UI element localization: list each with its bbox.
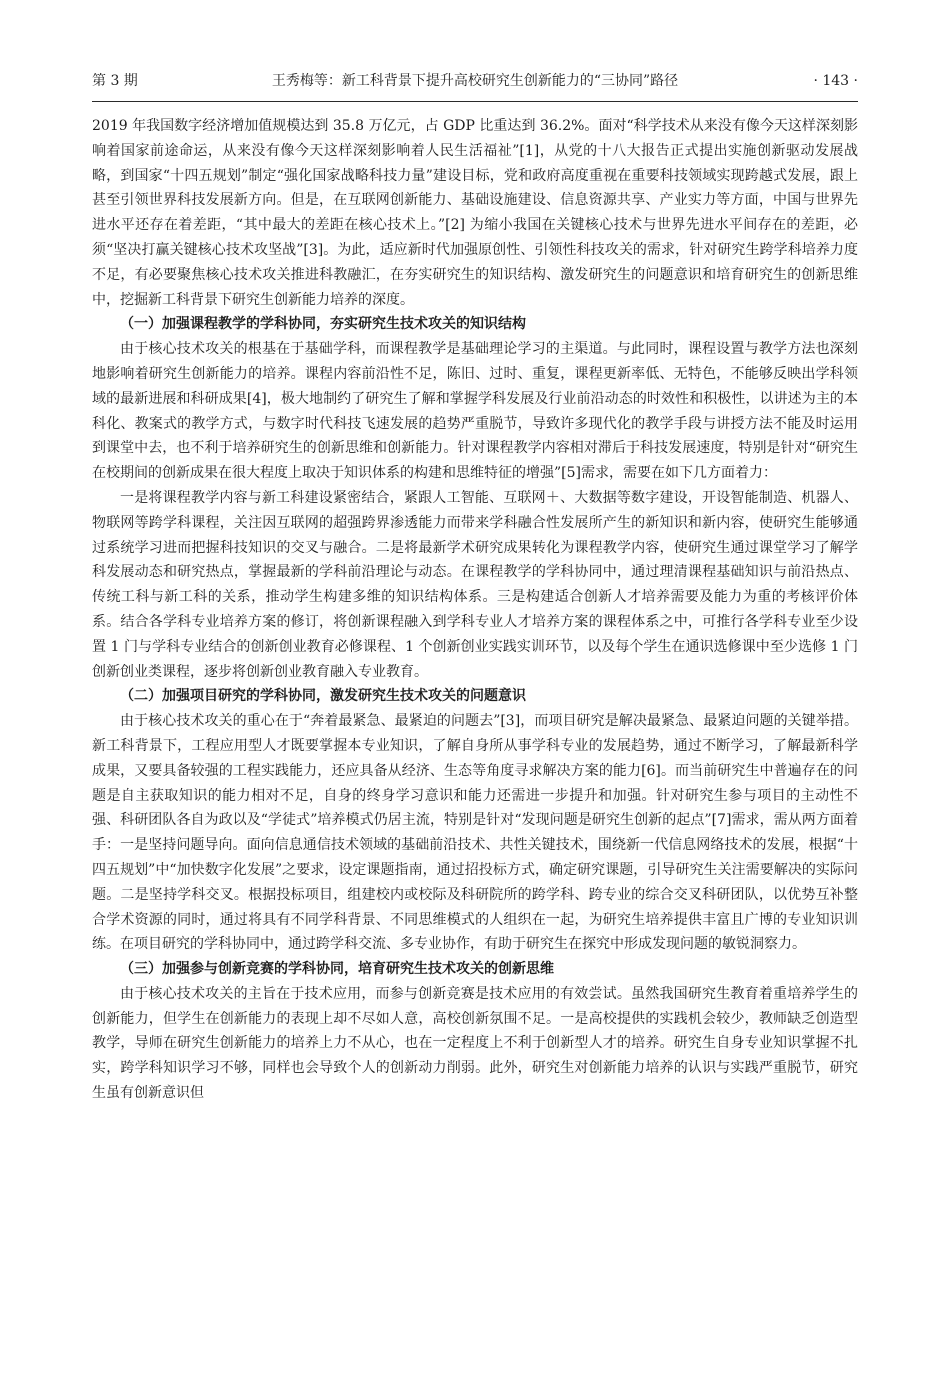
article-body [92,114,858,1106]
header-rule [92,101,858,102]
paragraph-course-2: 一是将课程教学内容与新工科建设紧密结合，紧跟人工智能、互联网＋、大数据等数字建设，开设智能制造、机器人、物联网等跨学科课程，关注因互联网的超强跨界渗透能力而带来学科融合性发展所产生的新知识和新内容，使研究生能够通过系统学习进而把握科技知识的交叉与融合。二是将最新学术研究成果转化为课程教学内容，使研究生通过课堂学习了解学科发展动态和研究热点，掌握最新的学科前沿理论与动态。在课程教学的学科协同中，通过理清课程基础知识与前沿热点、传统工科与新工科的关系，推动学生构建多维的知识结构体系。三是构建适合创新人才培养需要及能力为重的考核评价体系。结合各学科专业培养方案的修订，将创新课程融入到学科专业人才培养方案的课程体系之中，可推行各学科专业至少设置 1 门与学科专业结合的创新创业教育必修课程、1 个创新创业实践实训环节，以及每个学生在通识选修课中至少选修 1 门创新创业类课程，逐步将创新创业教育融入专业教育。 [92,489,858,680]
running-header [92,70,858,92]
paragraph-project: 由于核心技术攻关的重心在于“奔着最紧急、最紧迫的问题去”[3]，而项目研究是解决最紧急、最紧迫问题的关键举措。新工科背景下，工程应用型人才既要掌握本专业知识，了解自身所从事学科专业的发展趋势，通过不断学习，了解最新科学成果，又要具备较强的工程实践能力，还应具备从经济、生态等角度寻求解决方案的能力[6]。而当前研究生中普遍存在的问题是自主获取知识的能力相对不足，自身的终身学习意识和能力还需进一步提升和加强。针对研究生参与项目的主动性不强、科研团队各自为政以及“学徒式”培养模式仍居主流，特别是针对“发现问题是研究生创新的起点”[7]需求，需从两方面着手：一是坚持问题导向。面向信息通信技术领域的基础前沿技术、共性关键技术，围绕新一代信息网络技术的发展，根据“十四五规划”中“加快数字化发展”之要求，设定课题指南，通过招投标方式，确定研究课题，引导研究生关注需要解决的实际问题。二是坚持学科交叉。根据投标项目，组建校内或校际及科研院所的跨学科、跨专业的综合交叉科研团队，以优势互补整合学术资源的同时，通过将具有不同学科背景、不同思维模式的人组织在一起，为研究生培养提供丰富且广博的专业知识训练。在项目研究的学科协同中，通过跨学科交流、多专业协作，有助于研究生在探究中形成发现问题的敏锐洞察力。 [92,713,858,953]
paragraph-competition: 由于核心技术攻关的主旨在于技术应用，而参与创新竞赛是技术应用的有效尝试。虽然我国研究生教育着重培养学生的创新能力，但学生在创新能力的表现上却不尽如人意，高校创新氛围不足。一是高校提供的实践机会较少，教师缺乏创造型教学，导师在研究生创新能力的培养上力不从心，也在一定程度上不利于创新型人才的培养。研究生自身专业知识掌握不扎实，跨学科知识学习不够，同样也会导致个人的创新动力削弱。此外，研究生对创新能力培养的认识与实践严重脱节，研究生虽有创新意识但 [92,985,858,1102]
paragraph-course-1: 由于核心技术攻关的根基在于基础学科，而课程教学是基础理论学习的主渠道。与此同时，课程设置与教学方法也深刻地影响着研究生创新能力的培养。课程内容前沿性不足，陈旧、过时、重复，课程更新率低、无特色，不能够反映出学科领域的最新进展和科研成果[4]，极大地制约了研究生了解和掌握学科发展及行业前沿动态的时效性和积极性，以讲述为主的本科化、教案式的教学方式，与数字时代科技飞速发展的趋势严重脱节，导致许多现代化的教学手段与讲授方法不能及时运用到课堂中去，也不利于培养研究生的创新思维和创新能力。针对课程教学内容相对滞后于科技发展速度，特别是针对“研究生在校期间的创新成果在很大程度上取决于知识体系的构建和思维特征的增强”[5]需求，需要在如下几方面着力： [92,341,858,482]
paragraph-intro: 2019 年我国数字经济增加值规模达到 35.8 万亿元，占 GDP 比重达到 36.2%。面对“科学技术从来没有像今天这样深刻影响着国家前途命运，从来没有像今天这样深刻影响着人民生活福祉”[1]，从党的十八大报告正式提出实施创新驱动发展战略，到国家“十四五规划”制定“强化国家战略科技力量”建设目标，党和政府高度重视在重要科技领域实现跨越式发展，跟上甚至引领世界科技发展新方向。但是，在互联网创新能力、基础设施建设、信息资源共享、产业实力等方面，中国与世界先进水平还存在着差距，“其中最大的差距在核心技术上。”[2] 为缩小我国在关键核心技术与世界先进水平间存在的差距，必须“坚决打赢关键核心技术攻坚战”[3]。为此，适应新时代加强原创性、引领性科技攻关的需求，针对研究生跨学科培养力度不足，有必要聚焦核心技术攻关推进科教融汇，在夯实研究生的知识结构、激发研究生的问题意识和培育研究生的创新思维中，挖掘新工科背景下研究生创新能力培养的深度。 [92,118,858,308]
section-heading-1: （一）加强课程教学的学科协同，夯实研究生技术攻关的知识结构 [120,316,526,333]
section-heading-2: （二）加强项目研究的学科协同，激发研究生技术攻关的问题意识 [120,688,526,705]
issue-number: 第 3 期 [92,73,138,89]
section-heading-3: （三）加强参与创新竞赛的学科协同，培育研究生技术攻关的创新思维 [120,961,554,978]
page-number: · 143 · [813,73,858,89]
running-title: 王秀梅等：新工科背景下提升高校研究生创新能力的“三协同”路径 [271,73,679,89]
